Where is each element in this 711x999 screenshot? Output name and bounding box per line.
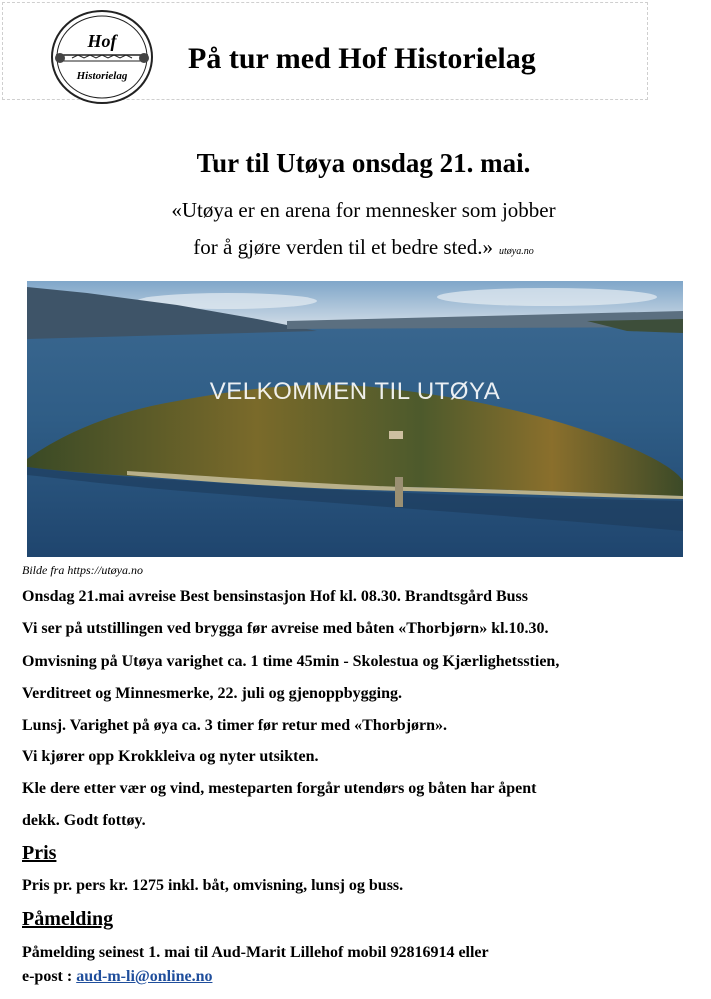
detail-line-2: Vi ser på utstillingen ved brygga før avreise med båten «Thorbjørn» kl.10.30. [22,620,549,637]
logo-text-bottom: Historielag [76,70,128,82]
quote-line-2-text: for å gjøre verden til et bedre sted.» [193,235,493,259]
utoya-aerial-photo [27,281,683,557]
quote-source: utøya.no [499,246,534,257]
signup-heading: Påmelding [22,908,114,930]
price-heading: Pris [22,842,57,864]
logo-text-top: Hof [87,31,117,51]
detail-line-6: Vi kjører opp Krokkleiva og nyter utsikten. [22,748,319,765]
quote-line-2 [8,235,711,260]
quote-line-1: «Utøya er en arena for mennesker som jobber [171,198,556,222]
signup-text: Påmelding seinest 1. mai til Aud-Marit Lillehof mobil 92816914 eller [22,944,489,961]
detail-line-3: Omvisning på Utøya varighet ca. 1 time 45min - Skolestua og Kjærlighetsstien, [22,653,560,670]
detail-line-7: Kle dere etter vær og vind, mesteparten forgår utendørs og båten har åpent [22,780,537,797]
email-link[interactable]: aud-m-li@online.no [76,968,213,985]
event-title: Tur til Utøya onsdag 21. mai. [196,148,531,178]
signup-email-line [22,968,212,986]
detail-line-1: Onsdag 21.mai avreise Best bensinstasjon Hof kl. 08.30. Brandtsgård Buss [22,588,528,605]
page-title: På tur med Hof Historielag [188,42,536,75]
photo-overlay-text: VELKOMMEN TIL UTØYA [209,378,501,405]
detail-line-5: Lunsj. Varighet på øya ca. 3 timer før retur med «Thorbjørn». [22,717,448,734]
detail-line-4: Verditreet og Minnesmerke, 22. juli og gjenoppbygging. [22,685,402,702]
detail-line-8: dekk. Godt fottøy. [22,812,146,829]
hof-historielag-logo [50,9,154,105]
photo-caption: Bilde fra https://utøya.no [22,563,143,577]
price-text: Pris pr. pers kr. 1275 inkl. båt, omvisning, lunsj og buss. [22,877,404,894]
email-label: e-post : [22,968,73,985]
